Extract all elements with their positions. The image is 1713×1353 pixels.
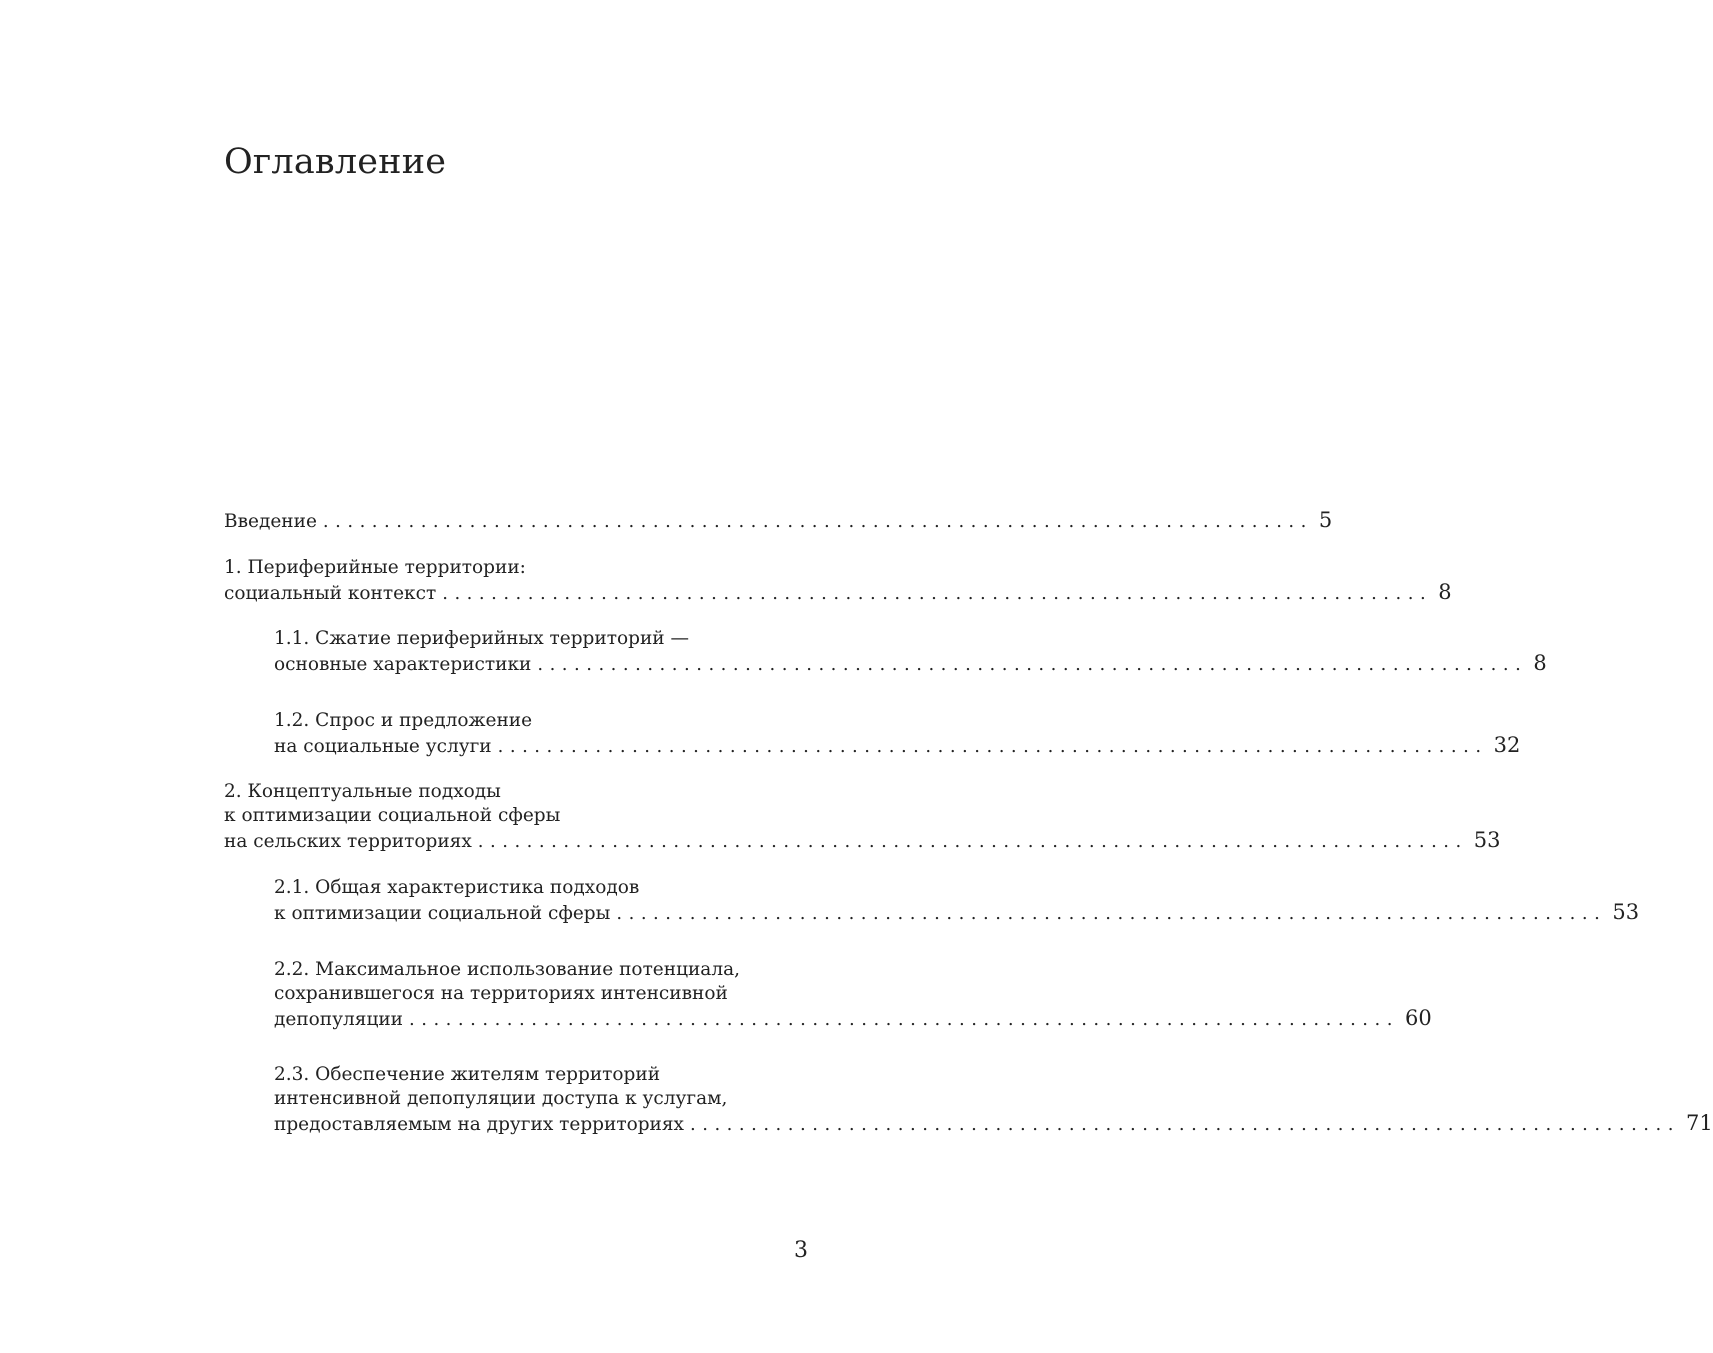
toc-entry-title-line: 2.2. Максимальное использование потенциала, [274, 959, 740, 980]
page-title: Оглавление [224, 142, 447, 182]
toc-entry-line [274, 1006, 1432, 1032]
toc-entry-page: 53 [1612, 900, 1640, 924]
leader-dots: ................................................................................. [477, 831, 1468, 852]
toc-entry-section-2-1[interactable] [274, 876, 1640, 926]
toc-entry-section-1-1[interactable] [274, 627, 1547, 677]
leader-dots: ................................................................................. [497, 736, 1488, 757]
toc-entry-title: основные характеристики [274, 654, 532, 675]
leader-dots: ................................................................................. [537, 654, 1528, 675]
toc-entry-title-line: 1. Периферийные территории: [224, 557, 526, 578]
toc-entry-chapter-2[interactable] [224, 780, 1501, 854]
toc-entry-page: 60 [1404, 1006, 1432, 1030]
toc-entry-title-line: к оптимизации социальной сферы [224, 805, 561, 826]
toc-entry-page: 53 [1473, 828, 1501, 852]
toc-entry-line [274, 900, 1640, 926]
leader-dots: ................................................................................. [616, 903, 1607, 924]
toc-entry-title: депопуляции [274, 1009, 404, 1030]
leader-dots: ................................................................................. [322, 511, 1313, 532]
toc-entry-title: на социальные услуги [274, 736, 492, 757]
page-number: 3 [794, 1238, 808, 1263]
toc-entry-chapter-1[interactable] [224, 556, 1452, 606]
toc-entry-section-2-3[interactable] [274, 1063, 1713, 1137]
toc-entry-title-line: сохранившегося на территориях интенсивной [274, 983, 728, 1004]
toc-entry-introduction[interactable] [224, 508, 1333, 534]
toc-entry-title-line: 1.2. Спрос и предложение [274, 710, 533, 731]
toc-entry-line [274, 651, 1547, 677]
toc-entry-title: на сельских территориях [224, 831, 472, 852]
toc-entry-title: к оптимизации социальной сферы [274, 903, 611, 924]
leader-dots: ................................................................................. [442, 583, 1433, 604]
toc-entry-title-line: 2.1. Общая характеристика подходов [274, 877, 640, 898]
leader-dots: ................................................................................. [409, 1009, 1399, 1030]
toc-entry-section-1-2[interactable] [274, 709, 1521, 759]
toc-entry-page: 32 [1493, 733, 1521, 757]
toc-entry-line [224, 828, 1501, 854]
toc-entry-line [274, 733, 1521, 759]
toc-entry-title-line: 2.3. Обеспечение жителям территорий [274, 1064, 661, 1085]
toc-entry-line [274, 1111, 1713, 1137]
toc-entry-line [224, 580, 1452, 606]
toc-entry-page: 8 [1533, 651, 1547, 675]
toc-entry-page: 8 [1438, 580, 1452, 604]
toc-entry-title: социальный контекст [224, 583, 437, 604]
toc-entry-section-2-2[interactable] [274, 958, 1432, 1032]
toc-entry-title: Введение [224, 511, 317, 532]
toc-entry-line [224, 508, 1333, 534]
toc-entry-title: предоставляемым на других территориях [274, 1114, 684, 1135]
toc-entry-title-line: 1.1. Сжатие периферийных территорий — [274, 628, 689, 649]
toc-entry-title-line: 2. Концептуальные подходы [224, 781, 501, 802]
leader-dots: ................................................................................. [690, 1114, 1680, 1135]
toc-entry-page: 71 [1685, 1111, 1713, 1135]
toc-entry-page: 5 [1318, 508, 1333, 532]
toc-entry-title-line: интенсивной депопуляции доступа к услугам, [274, 1088, 728, 1109]
